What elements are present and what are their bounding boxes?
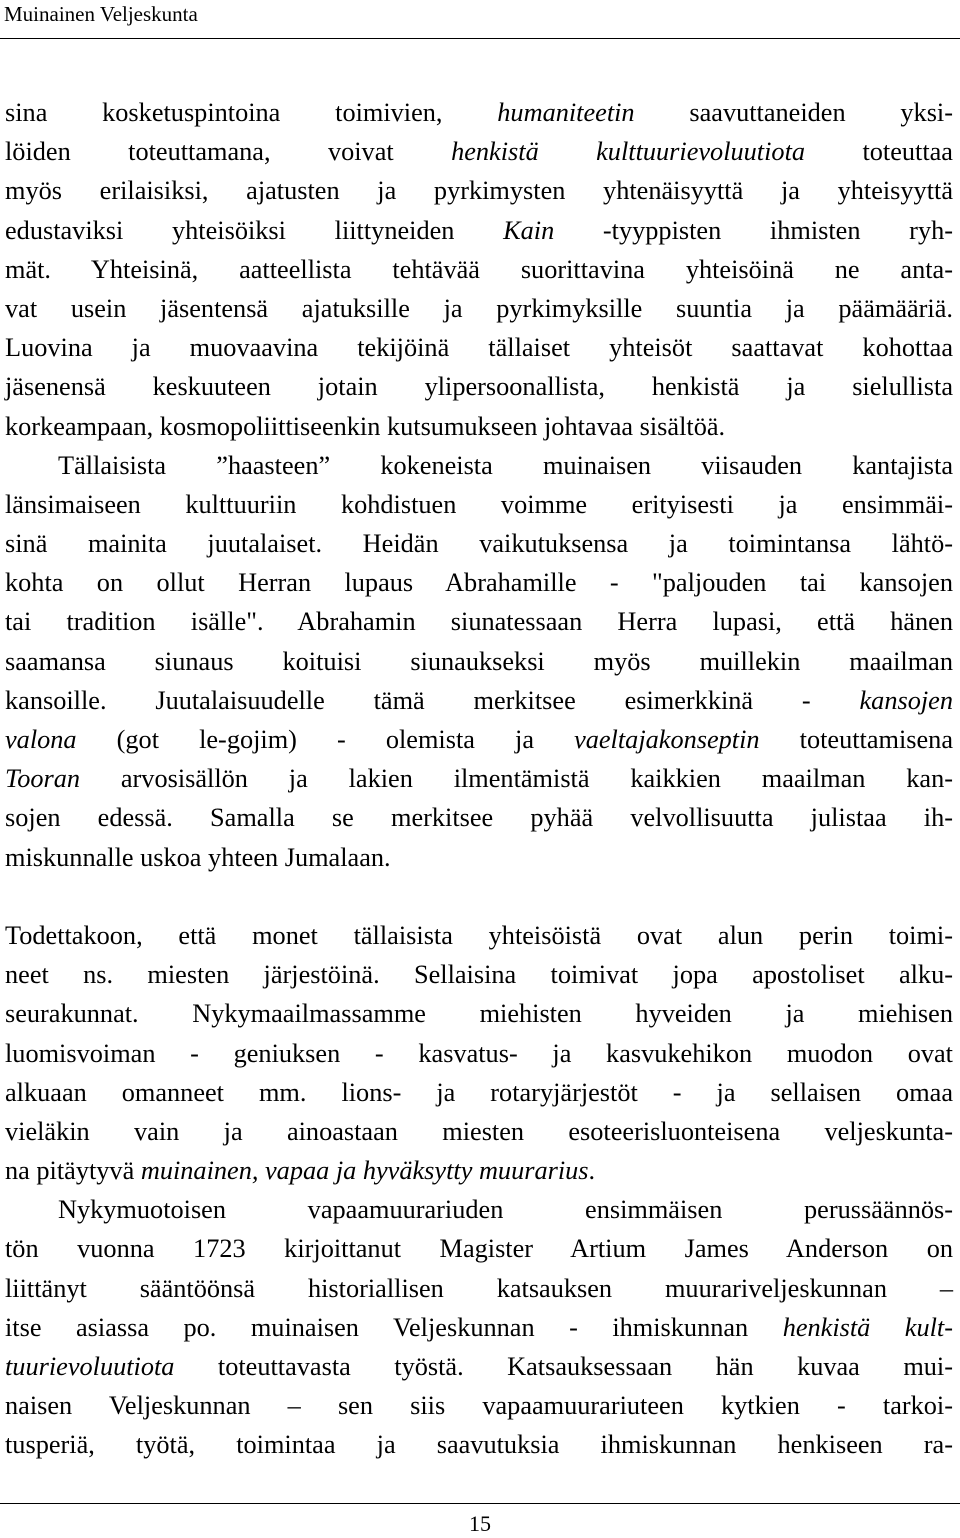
text-run: itse asiassa po. muinaisen Veljeskunnan - ihmiskunnan xyxy=(5,1312,783,1342)
text-line xyxy=(5,446,953,485)
text-run: kansoille. Juutalaisuudelle tämä merkitsee esimerkkinä - xyxy=(5,685,860,715)
running-header: Muinainen Veljeskunta xyxy=(4,2,198,26)
text-line xyxy=(5,1151,953,1190)
text-run: myös erilaisiksi, ajatusten ja pyrkimysten yhtenäisyyttä ja yhteisyyttä xyxy=(5,176,953,206)
text-line xyxy=(5,250,953,289)
text-run: saavuttaneiden yksi- xyxy=(634,98,953,127)
italic-text: vaeltajakonseptin xyxy=(574,725,760,754)
text-line xyxy=(5,1229,953,1268)
italic-text: henkistä kult- xyxy=(782,1312,953,1342)
text-run: toteuttavasta työstä. Katsauksessaan hän kuvaa mui- xyxy=(174,1352,953,1381)
text-run: sina kosketuspintoina toimivien, xyxy=(5,98,498,127)
page-number: 15 xyxy=(469,1511,491,1536)
text-line xyxy=(5,955,953,994)
text-line xyxy=(5,211,953,250)
text-line xyxy=(5,916,953,955)
italic-text: kansojen xyxy=(859,685,953,715)
text-run: vat usein jäsentensä ajatuksille ja pyrkimyksille suuntia ja päämääriä. xyxy=(5,293,953,323)
text-run: edustaviksi yhteisöiksi liittyneiden xyxy=(5,215,504,245)
text-run: Nykymuotoisen vapaamuurariuden ensimmäisen perussäännös- xyxy=(58,1195,953,1225)
italic-text: tuurievoluutiota xyxy=(5,1352,175,1381)
text-run: sinä mainita juutalaiset. Heidän vaikutuksensa ja toimintansa lähtö- xyxy=(5,529,953,559)
text-run: . xyxy=(588,1156,596,1186)
text-line xyxy=(5,524,953,563)
text-run: tön vuonna 1723 kirjoittanut Magister Artium James Anderson on xyxy=(5,1234,953,1264)
text-line xyxy=(5,485,953,524)
text-line xyxy=(5,602,953,641)
text-line xyxy=(5,1347,953,1386)
text-line xyxy=(5,1190,953,1229)
text-run: korkeampaan, kosmopoliittiseenkin kutsumukseen johtavaa sisältöä. xyxy=(5,411,726,441)
text-run: liittänyt sääntöönsä historiallisen katsauksen muurariveljeskunnan – xyxy=(5,1273,953,1303)
text-line xyxy=(5,171,953,210)
text-run: sojen edessä. Samalla se merkitsee pyhää velvollisuutta julistaa ih- xyxy=(5,803,953,833)
text-run: jäsenensä keskuuteen jotain ylipersoonallista, henkistä ja sielullista xyxy=(5,372,953,402)
text-line xyxy=(5,328,953,367)
text-line xyxy=(5,798,953,837)
text-run: mät. Yhteisinä, aatteellista tehtävää suorittavina yhteisöinä ne anta- xyxy=(5,254,953,284)
text-line xyxy=(5,367,953,406)
text-run: na pitäytyvä xyxy=(5,1156,141,1186)
text-run: seurakunnat. Nykymaailmassamme miehisten hyveiden ja miehisen xyxy=(5,999,953,1029)
italic-text: valona xyxy=(5,725,77,754)
text-run: Todettakoon, että monet tällaisista yhteisöistä ovat alun perin toimi- xyxy=(5,920,953,950)
italic-text: humaniteetin xyxy=(497,98,635,127)
text-run: Tällaisista ”haasteen” kokeneista muinaisen viisauden kantajista xyxy=(58,450,953,480)
text-run: kohta on ollut Herran lupaus Abrahamille - "paljouden tai kansojen xyxy=(5,568,953,598)
italic-text: Kain xyxy=(503,215,555,245)
text-line xyxy=(5,289,953,328)
text-run: toteuttamisena xyxy=(759,725,953,754)
header-rule xyxy=(0,38,960,39)
text-line xyxy=(5,93,953,132)
italic-text: Tooran xyxy=(5,764,81,794)
text-line xyxy=(5,838,953,877)
text-run: toteuttaa xyxy=(805,137,953,167)
text-run: alkuaan omanneet mm. lions- ja rotaryjärjestöt - ja sellaisen omaa xyxy=(5,1077,953,1107)
text-line xyxy=(5,994,953,1033)
text-run: tai tradition isälle". Abrahamin siunatessaan Herra lupasi, että hänen xyxy=(5,607,953,637)
paragraph-gap xyxy=(5,877,953,916)
italic-text: henkistä kulttuurievoluutiota xyxy=(451,137,806,167)
text-line xyxy=(5,1269,953,1308)
text-line xyxy=(5,1112,953,1151)
text-run: neet ns. miesten järjestöinä. Sellaisina toimivat jopa apostoliset alku- xyxy=(5,960,953,990)
text-line xyxy=(5,1308,953,1347)
text-run: luomisvoiman - geniuksen - kasvatus- ja kasvukehikon muodon ovat xyxy=(5,1038,953,1068)
body-text xyxy=(5,93,953,1465)
text-run: saamansa siunaus koituisi siunaukseksi myös muillekin maailman xyxy=(5,646,953,676)
text-run: naisen Veljeskunnan – sen siis vapaamuurariuteen kytkien - tarkoi- xyxy=(5,1391,953,1421)
text-run: arvosisällön ja lakien ilmentämistä kaikkien maailman kan- xyxy=(80,764,953,794)
text-run: -tyyppisten ihmisten ryh- xyxy=(554,215,953,245)
text-line xyxy=(5,132,953,171)
text-line xyxy=(5,1425,953,1464)
text-line xyxy=(5,1386,953,1425)
italic-text: muinainen, vapaa ja hyväksytty muurarius xyxy=(140,1156,589,1186)
text-line xyxy=(5,407,953,446)
text-run: Luovina ja muovaavina tekijöinä tällaiset yhteisöt saattavat kohottaa xyxy=(5,333,953,363)
text-line xyxy=(5,1034,953,1073)
text-run: vieläkin vain ja ainoastaan miesten esoteerisluonteisena veljeskunta- xyxy=(5,1116,953,1146)
text-line xyxy=(5,1073,953,1112)
text-run: miskunnalle uskoa yhteen Jumalaan. xyxy=(5,842,391,872)
text-line xyxy=(5,563,953,602)
text-run: tusperiä, työtä, toimintaa ja saavutuksia ihmiskunnan henkiseen ra- xyxy=(5,1430,953,1460)
text-run: löiden toteuttamana, voivat xyxy=(5,137,452,167)
text-run: länsimaiseen kulttuuriin kohdistuen voimme erityisesti ja ensimmäi- xyxy=(5,489,953,519)
text-run: (got le-gojim) - olemista ja xyxy=(76,725,575,754)
footer-rule xyxy=(0,1503,960,1504)
text-line xyxy=(5,720,953,759)
text-line xyxy=(5,681,953,720)
text-line xyxy=(5,759,953,798)
text-line xyxy=(5,642,953,681)
